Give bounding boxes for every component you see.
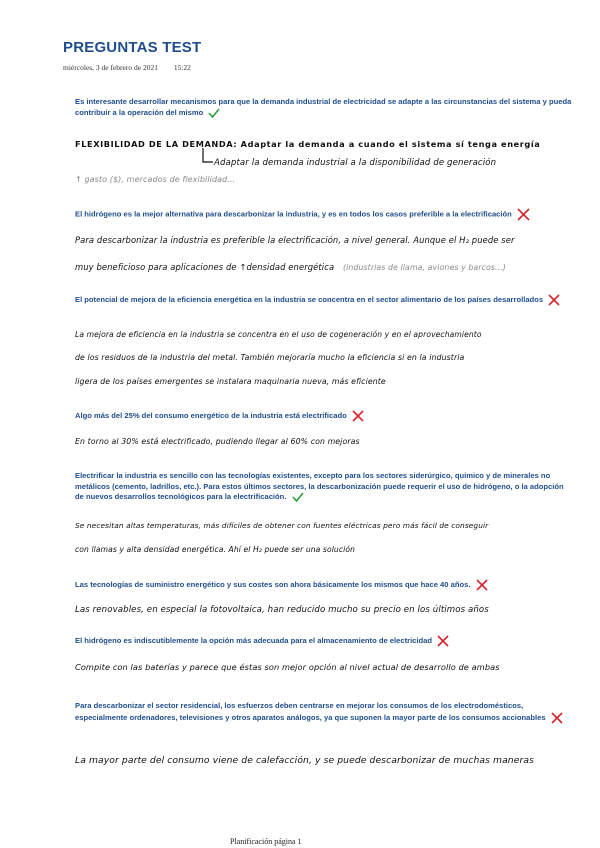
note-line: Para descarbonizar la industria es preferible la electrificación, a nivel general. Aunque el H₂ puede ser [75,235,515,245]
note-text: muy beneficioso para aplicaciones de ↑densidad energética [75,262,335,272]
note-line: de los residuos de la industria del metal. También mejoraría mucho la eficiencia si en la industria [75,353,465,362]
meta-time: 15:22 [173,63,191,72]
cross-icon [548,294,560,306]
note-line: La mayor parte del consumo viene de calefacción, y se puede descarbonizar de muchas maneras [75,755,534,766]
page-meta [63,63,191,72]
question-6 [75,579,575,591]
note-line: con llamas y alta densidad energética. Ahí el H₂ puede ser una solución [75,545,355,554]
cross-icon [476,579,488,591]
arrow-icon [200,148,214,166]
note-line: La mejora de eficiencia en la industria se concentra en el uso de cogeneración y en el aprovechamiento [75,330,482,339]
page-title: PREGUNTAS TEST [63,39,202,56]
note-line: Se necesitan altas temperaturas, más difíciles de obtener con fuentes eléctricas pero más fácil de conseguir [75,521,489,530]
question-3 [75,294,570,306]
note-line: FLEXIBILIDAD DE LA DEMANDA: Adaptar la demanda a cuando el sistema sí tenga energía [75,139,541,149]
question-4 [75,410,575,422]
question-text: Electrificar la industria es sencillo con las tecnologías existentes, excepto para los sectores siderúrgico, químico y de minerales no metálicos (cemento, ladrillos, etc.). Para estos últimos sectores, la descarbonización puede requerir el uso de hidrógeno, o la adopción de nuevos desarrollos tecnológicos para la electrificación. [75,471,564,501]
check-icon [292,492,304,502]
cross-icon [437,635,449,647]
cross-icon [517,208,530,221]
question-1 [75,97,575,118]
question-text: El hidrógeno es la mejor alternativa para descarbonizar la industria, y es en todos los casos preferible a la electrificación [75,209,512,219]
note-line: En torno al 30% está electrificado, pudiendo llegar al 60% con mejoras [75,437,360,446]
question-8 [75,701,575,724]
question-text: El potencial de mejora de la eficiencia energética en la industria se concentra en el sector alimentario de los países desarrollados [75,295,544,304]
note-line: ligera de los países emergentes se instalara maquinaria nueva, más eficiente [75,377,386,386]
note-line: Compite con las baterías y parece que éstas son mejor opción al nivel actual de desarrollo de ambas [75,662,500,672]
question-text: Para descarbonizar el sector residencial, los esfuerzos deben centrarse en mejorar los consumos de los electrodomésticos, especialmente ordenadores, televisiones y otros aparatos análogos, ya que suponen la mayor parte de los consumos accionables [75,701,546,722]
question-text: El hidrógeno es indiscutiblemente la opción más adecuada para el almacenamiento de electricidad [75,636,433,645]
question-text: Las tecnologías de suministro energético y sus costes son ahora básicamente los mismos que hace 40 años. [75,580,471,589]
note-line: ↑ gasto ($), mercados de flexibilidad... [75,175,236,184]
question-5 [75,471,570,503]
question-text: Es interesante desarrollar mecanismos para que la demanda industrial de electricidad se adapte a las circunstancias del sistema y pueda contribuir a la operación del mismo [75,97,572,117]
note-line: Las renovables, en especial la fotovoltaica, han reducido mucho su precio en los últimos años [75,605,489,615]
question-7 [75,635,575,647]
question-text: Algo más del 25% del consumo energético de la industria está electrificado [75,411,347,420]
cross-icon [352,410,364,422]
note-line [75,262,506,272]
note-line: Adaptar la demanda industrial a la disponibilidad de generación [214,158,497,168]
question-2 [75,208,595,221]
meta-date: miércoles, 3 de febrero de 2021 [63,63,158,72]
cross-icon [551,712,563,724]
check-icon [208,108,220,118]
page-footer: Planificación página 1 [230,837,302,846]
note-aside: (industrias de llama, aviones y barcos...) [342,263,506,272]
